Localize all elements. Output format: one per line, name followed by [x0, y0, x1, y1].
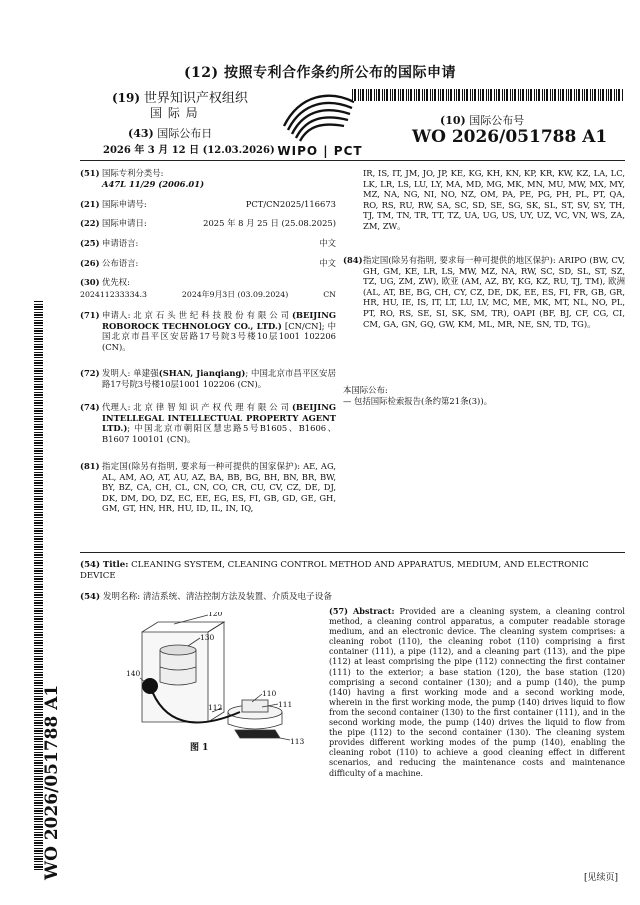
field-81-continued: IR, IS, IT, JM, JO, JP, KE, KG, KH, KN, KP, KR, KW, KZ, LA, LC, LK, LR, LS, LU, LY, MA, MD, MG, MK, MN, MU, MW, MX, MY, MZ, NA, NG, NI, NO, NZ, OM, PA, PE, PG, PH, PL, PT, QA, RO, RS, RU, RW, SA, SC, SD, SE, SG, SK, SL, ST, SV, SY, TH, TJ, TM, TN, TR, TT, TZ, UA, UG, US, UY, UZ, VC, VN, WS, ZA, ZM, ZW。 [363, 168, 625, 231]
published-with: 本国际公布: — 包括国际检索报告(条约第21条(3))。 [343, 385, 492, 406]
continued-note: [见续页] [583, 873, 618, 883]
field-71: (71) 申请人: 北 京 石 头 世 纪 科 技 股 份 有 限 公 司 (BEIJING ROBOROCK TECHNOLOGY CO., LTD.) [CN/CN]; 中国北京市昌平区安居路17号院3号楼10层1001 102206 (CN)。 [80, 310, 336, 352]
title-code: (12) [183, 65, 219, 81]
label-120: 120 [208, 612, 223, 618]
field-74: (74) 代理人: 北 京 律 智 知 识 产 权 代 理 有 限 公 司 (BEIJING INTELLEGAL INTELLECTUAL PROPERTY AGENT LTD.); 中国北京市朝阳区慧忠路5号B1605、B1606、B1607 100101 (CN)。 [80, 402, 336, 444]
org-name: 世界知识产权组织 [143, 91, 248, 106]
abstract: (57) Abstract: Provided are a cleaning system, a cleaning control method, a cleaning control apparatus, a computer readable storage medium, and an electronic device. The cleaning system comprises: a cleaning robot (110), the cleaning robot (110) comprising a first container (111), a pipe (112), and a cleaning part (113), and the pipe (112) at least comprising the pipe (112) connecting the first container (111) to the exterior; a base station (120), the base station (120) comprising a second container (130); and a pump (140), the pump (140) having a first working mode and a second working mode, wherein in the first working mode, the pump (140) drives liquid to flow from the second container (130) to the first container (111), and in the second working mode, the pump (140) drives the liquid to flow from the pipe (112) to the second container (130). The cleaning system provides different working modes of the pump (140), enabling the cleaning robot (110) to achieve a good cleaning effect in different scenarios, and reducing the maintenance costs and maintenance difficulty of a machine. [329, 606, 625, 778]
pubno-value: WO 2026/051788 A1 [412, 127, 608, 147]
title-divider [80, 552, 625, 553]
document-type-title [0, 62, 640, 82]
field-84: (84) 指定国(除另有指明, 要求每一种可提供的地区保护): ARIPO (BW, CV, GH, GM, KE, LR, LS, MW, MZ, NA, RW, SC, SD, SL, ST, SZ, TZ, UG, ZM, ZW), 欧亚 (AM, AZ, BY, KG, KZ, RU, TJ, TM), 欧洲 (AL, AT, BE, BG, CH, CY, CZ, DE, DK, EE, ES, FI, FR, GB, GR, HR, HU, IE, IS, IT, LT, LU, LV, MC, ME, MK, MT, NL, NO, PL, PT, RO, RS, SE, SI, SK, SM, TR), OAPI (BF, BJ, CF, CG, CI, CM, GA, GN, GQ, GW, KM, ML, MR, NE, SN, TD, TG)。 [343, 255, 625, 329]
header-divider [80, 160, 625, 161]
wipo-pct-text: WIPO | PCT [277, 144, 363, 158]
pubdate-value: 2026 年 3 月 12 日 (12.03.2026) [103, 145, 275, 156]
field-51: (51) 国际专利分类号: A47L 11/29 (2006.01) [80, 168, 205, 189]
field-30: (30) 优先权: 202411233334.3 2024年9月3日 (03.09.2024) CN [80, 277, 336, 299]
field-81: (81) 指定国(除另有指明, 要求每一种可提供的国家保护): AE, AG, AL, AM, AO, AT, AU, AZ, BA, BB, BG, BH, BN, BR, BW, BY, BZ, CA, CH, CL, CN, CO, CR, CU, CV, CZ, DE, DJ, DK, DM, DO, DZ, EC, EE, EG, ES, FI, GB, GD, GE, GH, GM, GT, HN, HR, HU, ID, IL, IN, IQ, [80, 461, 336, 514]
label-113: 113 [290, 737, 305, 746]
top-barcode [352, 89, 624, 101]
label-110: 110 [262, 689, 277, 698]
label-112: 112 [208, 703, 223, 712]
side-publication-number: WO 2026/051788 A1 [42, 684, 62, 880]
label-140: 140 [126, 669, 141, 678]
org-line: (19) 世界知识产权组织 [112, 91, 248, 106]
title-chinese: (54) 发明名称: 清洁系统、清洁控制方法及装置、介质及电子设备 [80, 592, 332, 602]
label-111: 111 [278, 700, 293, 709]
field-72: (72) 发明人: 单建强(SHAN, Jianqiang); 中国北京市昌平区安居路17号院3号楼10层1001 102206 (CN)。 [80, 368, 337, 389]
ipc-class: A47L 11/29 (2006.01) [102, 178, 205, 189]
org-sub: 国 际 局 [150, 106, 199, 120]
pubno-label-line: (10) 国际公布号 [440, 114, 525, 127]
figure-caption: 图 1 [190, 743, 209, 753]
figure-1 [90, 612, 326, 762]
label-130: 130 [200, 633, 215, 642]
field-21: (21) 国际申请号: PCT/CN2025/116673 [80, 199, 336, 209]
field-22: (22) 国际申请日: 2025 年 8 月 25 日 (25.08.2025) [80, 218, 336, 228]
pubdate-line: (43) 国际公布日 [128, 127, 213, 140]
title-text: 按照专利合作条约所公布的国际申请 [224, 65, 457, 81]
field-26: (26) 公布语言: 中文 [80, 258, 336, 268]
title-english: (54) Title: CLEANING SYSTEM, CLEANING CONTROL METHOD AND APPARATUS, MEDIUM, AND ELECTRONIC DEVICE [80, 560, 589, 581]
field-25: (25) 申请语言: 中文 [80, 238, 336, 248]
